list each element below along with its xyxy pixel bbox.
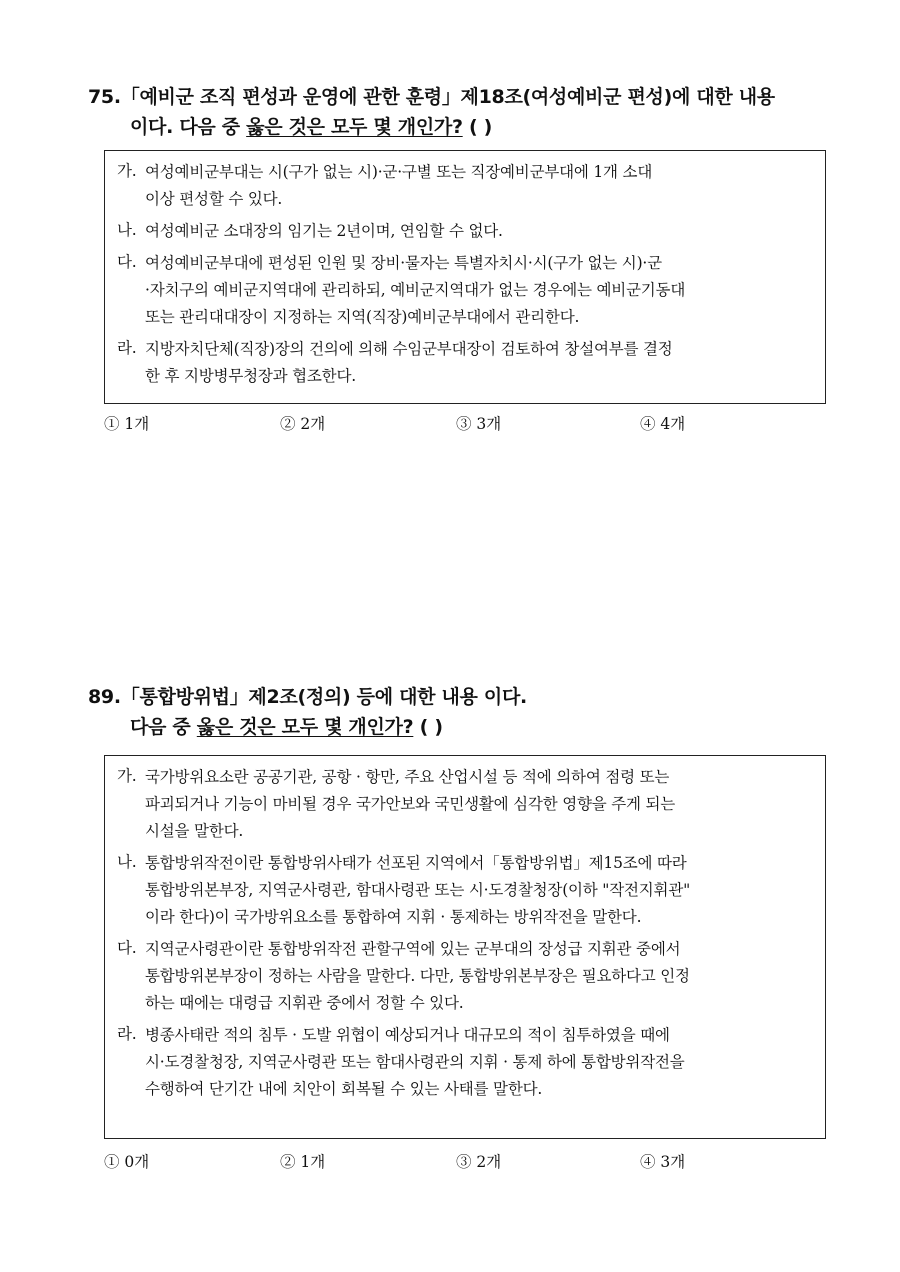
statement-line: 국가방위요소란 공공기관, 공항 · 항만, 주요 산업시설 등 적에 의하여 점령 또는	[145, 768, 670, 786]
statement-mark: 라.	[117, 339, 137, 357]
statement-mark: 가.	[117, 767, 137, 785]
choice-1[interactable]: ① 0개	[104, 1153, 150, 1171]
statement-line: 여성예비군부대는 시(구가 없는 시)·군·구별 또는 직장예비군부대에 1개 소대	[145, 163, 653, 181]
statement-mark: 다.	[117, 253, 137, 271]
statement-ga	[117, 159, 813, 213]
question-89-title-line2	[88, 712, 848, 742]
choice-2[interactable]: ② 2개	[280, 415, 326, 433]
statement-line: ·자치구의 예비군지역대에 관리하되, 예비군지역대가 없는 경우에는 예비군기동대	[145, 281, 686, 299]
statement-ra	[117, 1022, 813, 1103]
statement-mark: 나.	[117, 221, 137, 239]
question-89-prompt-underlined: 옳은 것은 모두 몇 개인가?	[196, 716, 414, 738]
statement-line: 여성예비군 소대장의 임기는 2년이며, 연임할 수 없다.	[145, 222, 503, 240]
statement-mark: 나.	[117, 853, 137, 871]
question-75-prompt: 이다. 다음 중	[130, 116, 247, 138]
answer-blank: ( )	[462, 116, 493, 138]
choice-4[interactable]: ④ 4개	[640, 415, 686, 433]
question-89-title-line1: 89.「통합방위법」제2조(정의) 등에 대한 내용 이다.	[88, 686, 527, 708]
statement-da	[117, 250, 813, 331]
statement-line: 지방자치단체(직장)장의 건의에 의해 수임군부대장이 검토하여 창설여부를 결정	[145, 340, 673, 358]
question-89-prompt: 다음 중	[130, 716, 197, 738]
choice-1[interactable]: ① 1개	[104, 415, 150, 433]
choice-3[interactable]: ③ 2개	[456, 1153, 502, 1171]
statement-line: 이라 한다)이 국가방위요소를 통합하여 지휘 · 통제하는 방위작전을 말한다.	[145, 908, 642, 926]
statement-line: 통합방위본부장, 지역군사령관, 함대사령관 또는 시·도경찰청장(이하 "작전지휘관"	[145, 881, 691, 899]
choice-2[interactable]: ② 1개	[280, 1153, 326, 1171]
question-89-statement-box	[104, 755, 826, 1139]
statement-mark: 가.	[117, 162, 137, 180]
statement-line: 한 후 지방병무청장과 협조한다.	[145, 367, 356, 385]
question-75-prompt-underlined: 옳은 것은 모두 몇 개인가?	[246, 116, 463, 138]
question-75-choices	[104, 412, 804, 436]
statement-na	[117, 850, 813, 931]
question-75-title-line1: 75.「예비군 조직 편성과 운영에 관한 훈령」제18조(여성예비군 편성)에 대한 내용	[88, 86, 775, 108]
statement-line: 시·도경찰청장, 지역군사령관 또는 함대사령관의 지휘 · 통제 하에 통합방위작전을	[145, 1053, 685, 1071]
statement-ga	[117, 764, 813, 845]
statement-mark: 다.	[117, 939, 137, 957]
statement-line: 수행하여 단기간 내에 치안이 회복될 수 있는 사태를 말한다.	[145, 1080, 543, 1098]
statement-line: 지역군사령관이란 통합방위작전 관할구역에 있는 군부대의 장성급 지휘관 중에서	[145, 940, 681, 958]
statement-mark: 라.	[117, 1025, 137, 1043]
statement-line: 병종사태란 적의 침투 · 도발 위협이 예상되거나 대규모의 적이 침투하였을 때에	[145, 1026, 670, 1044]
statement-line: 여성예비군부대에 편성된 인원 및 장비·물자는 특별자치시·시(구가 없는 시)·군	[145, 254, 662, 272]
statement-line: 파괴되거나 기능이 마비될 경우 국가안보와 국민생활에 심각한 영향을 주게 되는	[145, 795, 676, 813]
question-75-title-line2	[88, 112, 848, 142]
question-89-header	[88, 682, 848, 742]
statement-line: 통합방위본부장이 정하는 사람을 말한다. 다만, 통합방위본부장은 필요하다고 인정	[145, 967, 690, 985]
question-75-header	[88, 82, 848, 142]
choice-3[interactable]: ③ 3개	[456, 415, 502, 433]
statement-da	[117, 936, 813, 1017]
statement-ra	[117, 336, 813, 390]
statement-line: 통합방위작전이란 통합방위사태가 선포된 지역에서「통합방위법」제15조에 따라	[145, 854, 687, 872]
statement-line: 하는 때에는 대령급 지휘관 중에서 정할 수 있다.	[145, 994, 464, 1012]
statement-line: 시설을 말한다.	[145, 822, 244, 840]
statement-na	[117, 218, 813, 245]
question-75-statement-box	[104, 150, 826, 404]
choice-4[interactable]: ④ 3개	[640, 1153, 686, 1171]
statement-line: 또는 관리대대장이 지정하는 지역(직장)예비군부대에서 관리한다.	[145, 308, 580, 326]
statement-line: 이상 편성할 수 있다.	[145, 190, 283, 208]
answer-blank: ( )	[413, 716, 443, 738]
question-89-choices	[104, 1150, 804, 1174]
